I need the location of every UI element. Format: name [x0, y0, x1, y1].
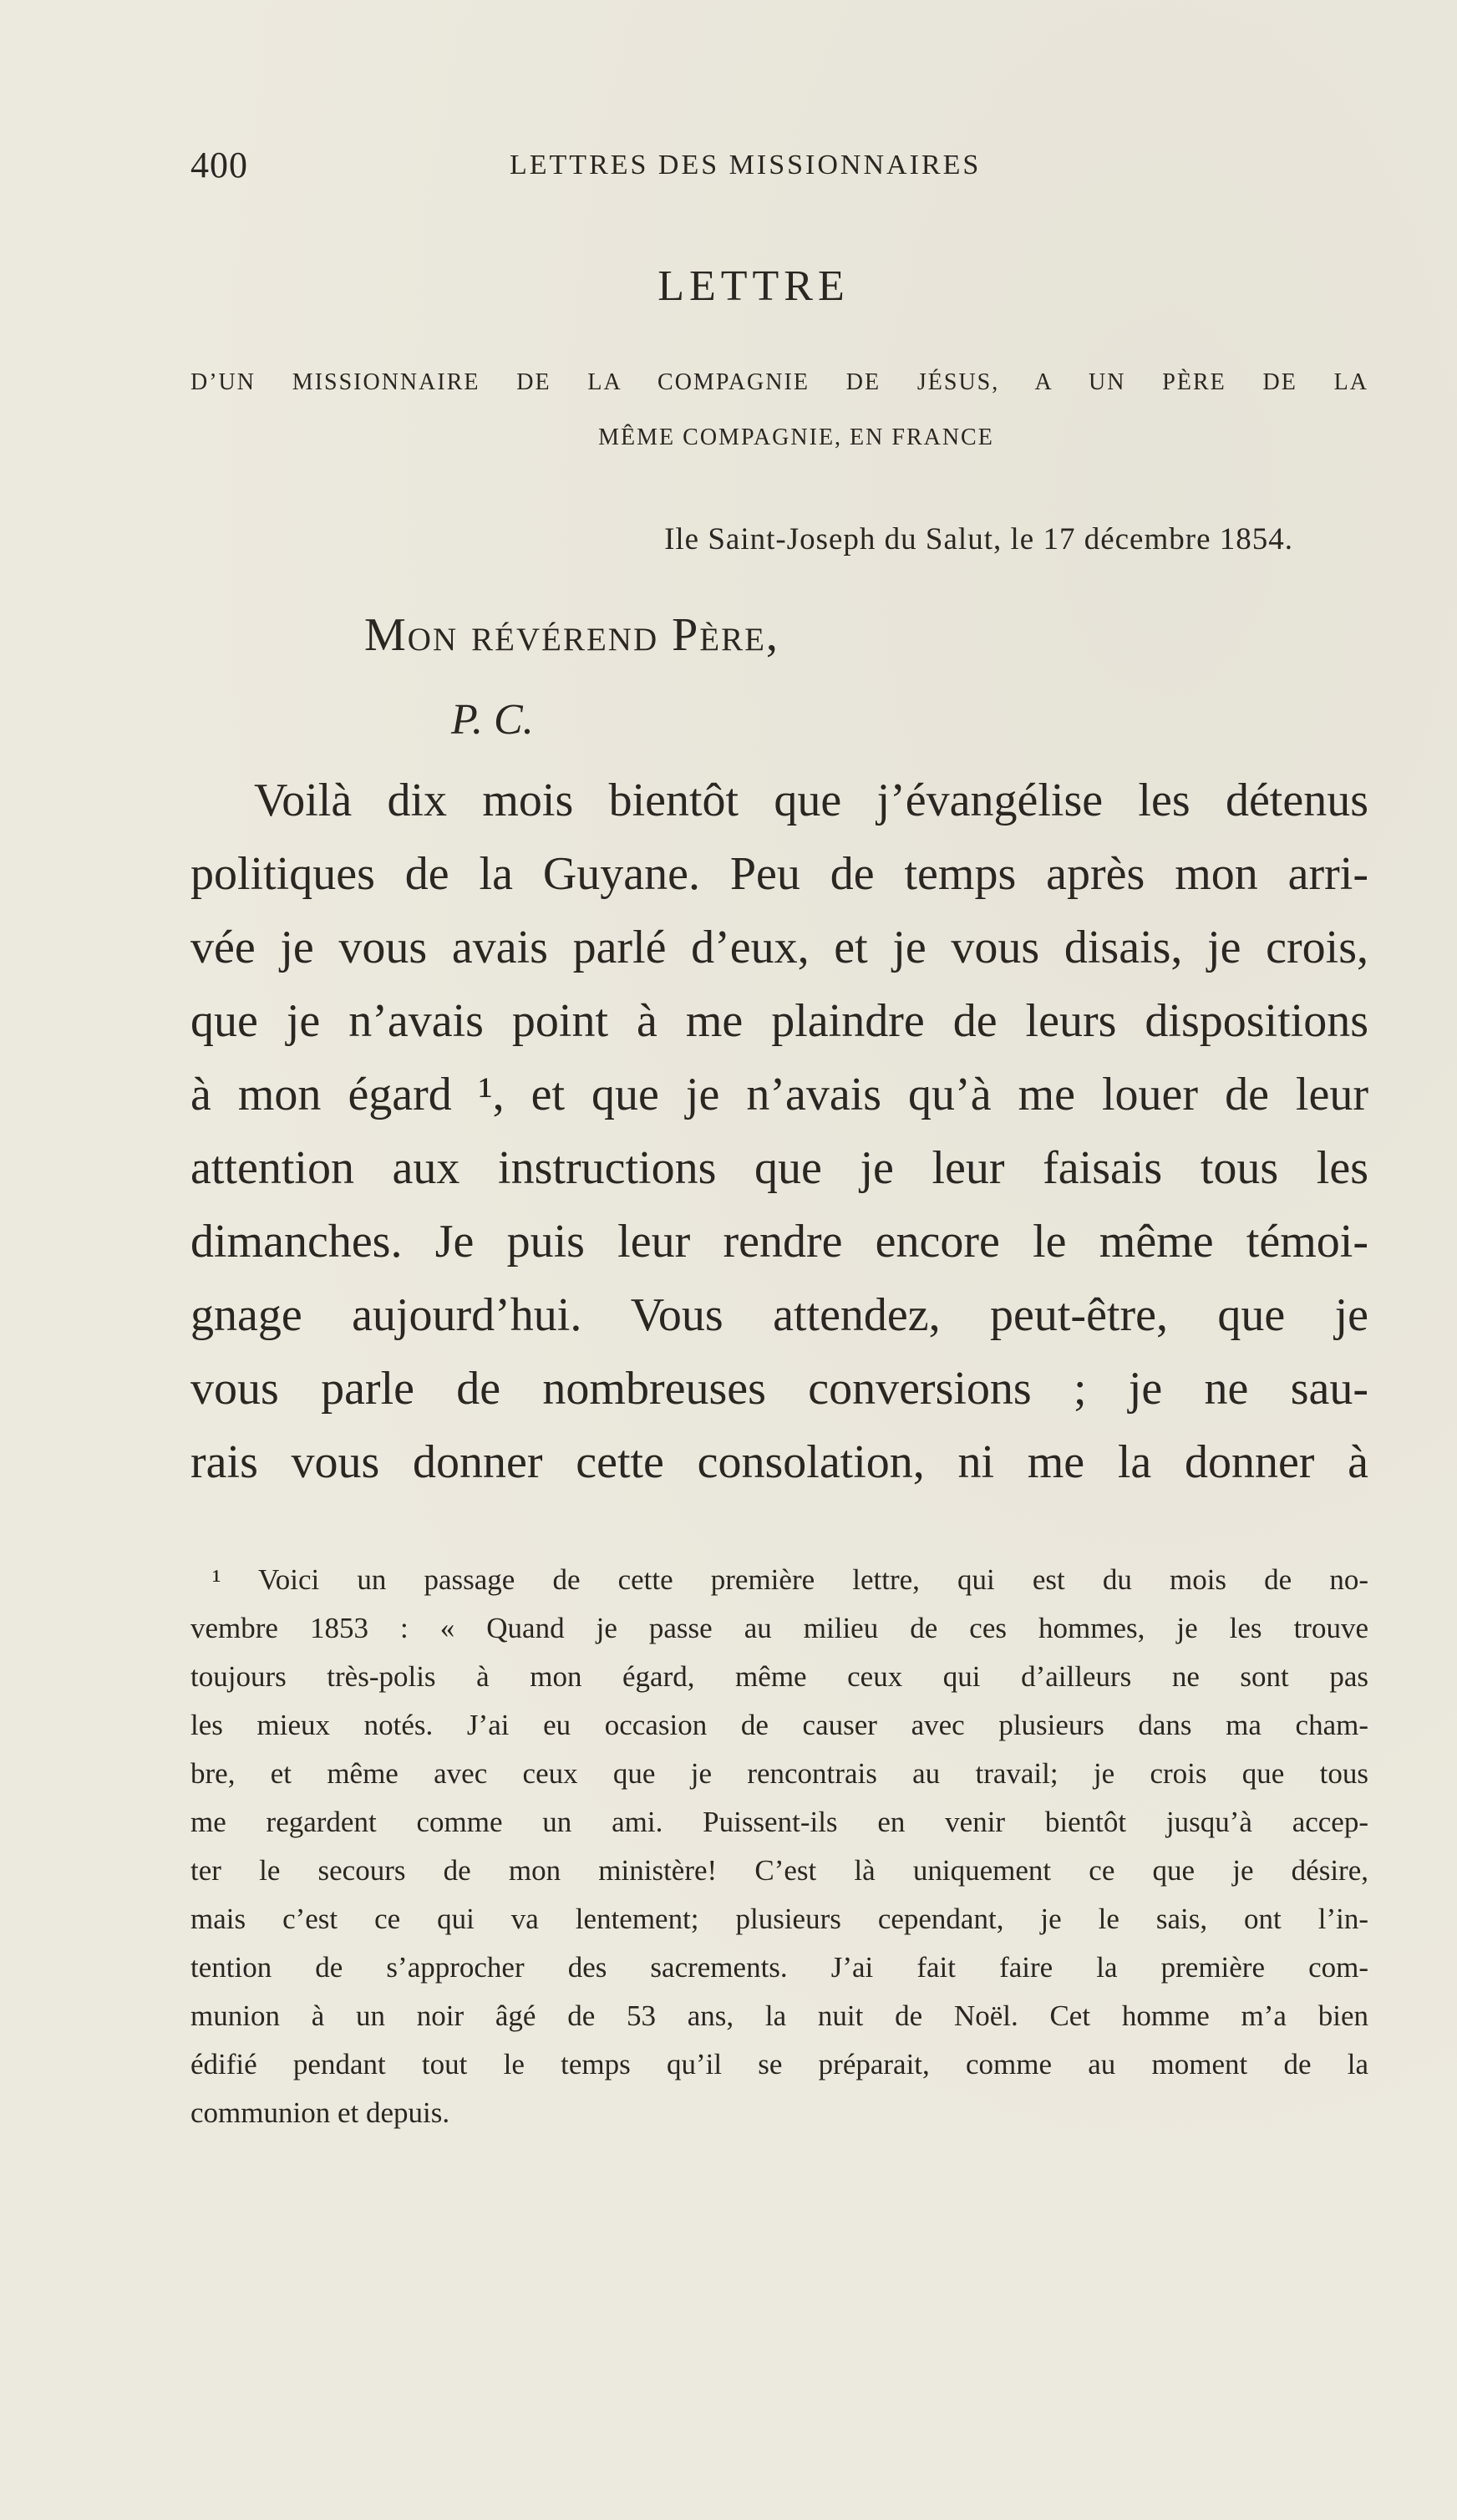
salutation-text: Mon révérend Père,: [364, 609, 779, 661]
body-line: rais vous donner cette consolation, ni me la donner à: [190, 1436, 1368, 1488]
body-line: dimanches. Je puis leur rendre encore le même témoi-: [190, 1216, 1368, 1268]
body-line: que je n’avais point à me plaindre de leurs dispositions: [190, 995, 1368, 1047]
body-line: à mon égard ¹, et que je n’avais qu’à me louer de leur: [190, 1069, 1368, 1120]
footnote-line: mais c’est ce qui va lentement; plusieurs cependant, je le sais, ont l’in-: [190, 1903, 1368, 1935]
body-line: vée je vous avais parlé d’eux, et je vous disais, je crois,: [190, 922, 1368, 973]
salutation: [364, 602, 779, 668]
body-line: gnage aujourd’hui. Vous attendez, peut-être, que je: [190, 1289, 1368, 1341]
body-line: Voilà dix mois bientôt que j’évangélise les détenus: [254, 775, 1368, 826]
footnote-line: communion et depuis.: [190, 2096, 450, 2129]
salutation-mark: P. C.: [451, 696, 534, 744]
body-line: politiques de la Guyane. Peu de temps après mon arri-: [190, 848, 1368, 900]
footnote-line: bre, et même avec ceux que je rencontrais au travail; je crois que tous: [190, 1757, 1368, 1790]
letter-subheading-line-1: D’UN MISSIONNAIRE DE LA COMPAGNIE DE JÉSUS, A UN PÈRE DE LA: [190, 369, 1368, 395]
footnote-line: munion à un noir âgé de 53 ans, la nuit de Noël. Cet homme m’a bien: [190, 1999, 1368, 2032]
letter-heading: LETTRE: [657, 262, 850, 310]
footnote-line: tention de s’approcher des sacrements. J’ai fait faire la première com-: [190, 1951, 1368, 1984]
footnote-line: me regardent comme un ami. Puissent-ils en venir bientôt jusqu’à accep-: [190, 1806, 1368, 1838]
footnote-line: toujours très-polis à mon égard, même ceux qui d’ailleurs ne sont pas: [190, 1660, 1368, 1693]
body-line: vous parle de nombreuses conversions ; je ne sau-: [190, 1363, 1368, 1415]
footnote-line: ¹ Voici un passage de cette première lettre, qui est du mois de no-: [212, 1563, 1368, 1596]
footnote-line: ter le secours de mon ministère! C’est là uniquement ce que je désire,: [190, 1854, 1368, 1887]
footnote-line: édifié pendant tout le temps qu’il se préparait, comme au moment de la: [190, 2048, 1368, 2081]
letter-subheading-line-2: MÊME COMPAGNIE, EN FRANCE: [598, 424, 994, 450]
running-head: [190, 140, 1385, 191]
footnote-line: vembre 1853 : « Quand je passe au milieu de ces hommes, je les trouve: [190, 1612, 1368, 1644]
letter-body: [190, 764, 1368, 1499]
dateline: Ile Saint-Joseph du Salut, le 17 décembre 1854.: [664, 522, 1293, 556]
footnote-line: les mieux notés. J’ai eu occasion de causer avec plusieurs dans ma cham-: [190, 1709, 1368, 1741]
page-number: 400: [190, 145, 248, 185]
footnote: [190, 1556, 1368, 2137]
body-line: attention aux instructions que je leur faisais tous les: [190, 1142, 1368, 1194]
running-title: LETTRES DES MISSIONNAIRES: [510, 150, 982, 180]
